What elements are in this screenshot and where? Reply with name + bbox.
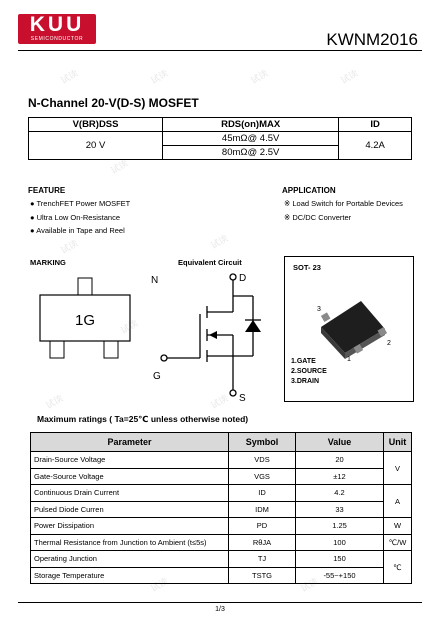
value-cell: 1.25 [296,518,384,535]
parameter-cell: Storage Temperature [31,567,229,584]
symbol-cell: VDS [229,452,296,469]
symbol-cell: VGS [229,468,296,485]
value-cell: ±12 [296,468,384,485]
unit-cell: A [384,485,412,518]
label-n: N [151,275,159,286]
list-item: ※ Load Switch for Portable Devices [284,199,403,208]
watermark: 试读 [298,576,320,594]
logo-subtitle: SEMICONDUCTOR [30,36,84,42]
value-cell: 100 [296,534,384,551]
symbol-cell: PD [229,518,296,535]
equivalent-circuit-diagram [145,266,283,404]
parameter-cell: Continuous Drain Current [31,485,229,502]
parameter-cell: Power Dissipation [31,518,229,535]
marking-code: 1G [74,312,96,329]
watermark: 试读 [58,68,80,86]
watermark: 试读 [338,68,360,86]
symbol-cell: ID [229,485,296,502]
list-item: ● Available in Tape and Reel [30,226,125,235]
symbol-cell: TSTG [229,567,296,584]
header-vbrdss: V(BR)DSS [29,118,163,132]
logo-text: KUU [29,13,85,36]
bullet-icon: ● [30,226,35,235]
watermark: 试读 [208,393,230,411]
ratings-table [30,432,412,584]
value-cell: 4.2 [296,485,384,502]
pin-label: 1.GATE [291,358,316,365]
package-image [299,281,399,361]
parameter-cell: Thermal Resistance from Junction to Ambient (t≤5s) [31,534,229,551]
parameter-cell: Pulsed Diode Curren [31,501,229,518]
watermark: 试读 [248,68,270,86]
table-row [31,468,412,485]
feature-heading: FEATURE [28,186,66,195]
summary-table [28,117,412,160]
summary-header-row [29,118,412,132]
parameter-cell: Drain-Source Voltage [31,452,229,469]
application-heading: APPLICATION [282,186,336,195]
unit-cell: V [384,452,412,485]
summary-row [29,132,412,146]
table-row [31,518,412,535]
list-item: ● TrenchFET Power MOSFET [30,199,131,208]
table-row [31,485,412,502]
watermark: 试读 [118,318,140,336]
symbol-cell: IDM [229,501,296,518]
parameter-cell: Gate-Source Voltage [31,468,229,485]
value-cell: 20 [296,452,384,469]
circuit-heading: Equivalent Circuit [178,258,242,267]
header-parameter: Parameter [31,433,229,452]
watermark: 试读 [148,576,170,594]
reference-mark-icon: ※ [284,199,291,208]
marking-heading: MARKING [30,258,66,267]
symbol-cell: TJ [229,551,296,568]
label-g: G [153,371,161,382]
watermark: 试读 [58,238,80,256]
document-title: N-Channel 20-V(D-S) MOSFET [28,96,199,110]
pin-2-number: 2 [387,340,391,347]
pin-3-number: 3 [317,306,321,313]
value-cell: 33 [296,501,384,518]
rds-value-1: 45mΩ@ 4.5V [163,132,339,146]
header-unit: Unit [384,433,412,452]
list-item: ● Ultra Low On-Resistance [30,212,120,222]
bullet-icon: ● [30,199,35,208]
watermark: 试读 [148,68,170,86]
rds-value-2: 80mΩ@ 2.5V [163,146,339,160]
table-row [31,501,412,518]
pin-label: 3.DRAIN [291,378,320,385]
watermark: 试读 [43,393,65,411]
page-number: 1/3 [215,606,225,613]
symbol-cell: RθJA [229,534,296,551]
feature-list [30,199,130,240]
ratings-header-row [31,433,412,452]
ratings-heading: Maximum ratings ( Ta=25℃ unless otherwise noted) [37,414,249,424]
unit-cell: ℃/W [384,534,412,551]
footer-divider [18,602,422,603]
table-row [31,567,412,584]
table-row [31,452,412,469]
table-row [31,551,412,568]
pin-1-number: 1 [347,356,351,361]
table-row [31,534,412,551]
unit-cell: ℃ [384,551,412,584]
list-item: ※ DC/DC Converter [284,212,352,222]
id-value: 4.2A [339,132,412,160]
value-cell: 150 [296,551,384,568]
header-divider [18,50,422,51]
brand-logo [18,14,96,44]
reference-mark-icon: ※ [284,212,291,222]
unit-cell: W [384,518,412,535]
vbrdss-value: 20 V [29,132,163,160]
label-d: D [239,273,247,284]
label-s: S [239,393,246,404]
marking-diagram [28,268,144,378]
application-list [284,199,403,226]
header-rds: RDS(on)MAX [163,118,339,132]
pin-list [291,357,327,387]
header-symbol: Symbol [229,433,296,452]
watermark: 试读 [208,233,230,251]
header-value: Value [296,433,384,452]
header-id: ID [339,118,412,132]
value-cell: -55~+150 [296,567,384,584]
pin-label: 2.SOURCE [291,368,327,375]
part-number: KWNM2016 [326,30,418,49]
watermark: 试读 [108,158,130,176]
package-heading: SOT- 23 [293,263,321,272]
parameter-cell: Operating Junction [31,551,229,568]
package-panel [284,256,414,402]
bullet-icon: ● [30,212,35,222]
